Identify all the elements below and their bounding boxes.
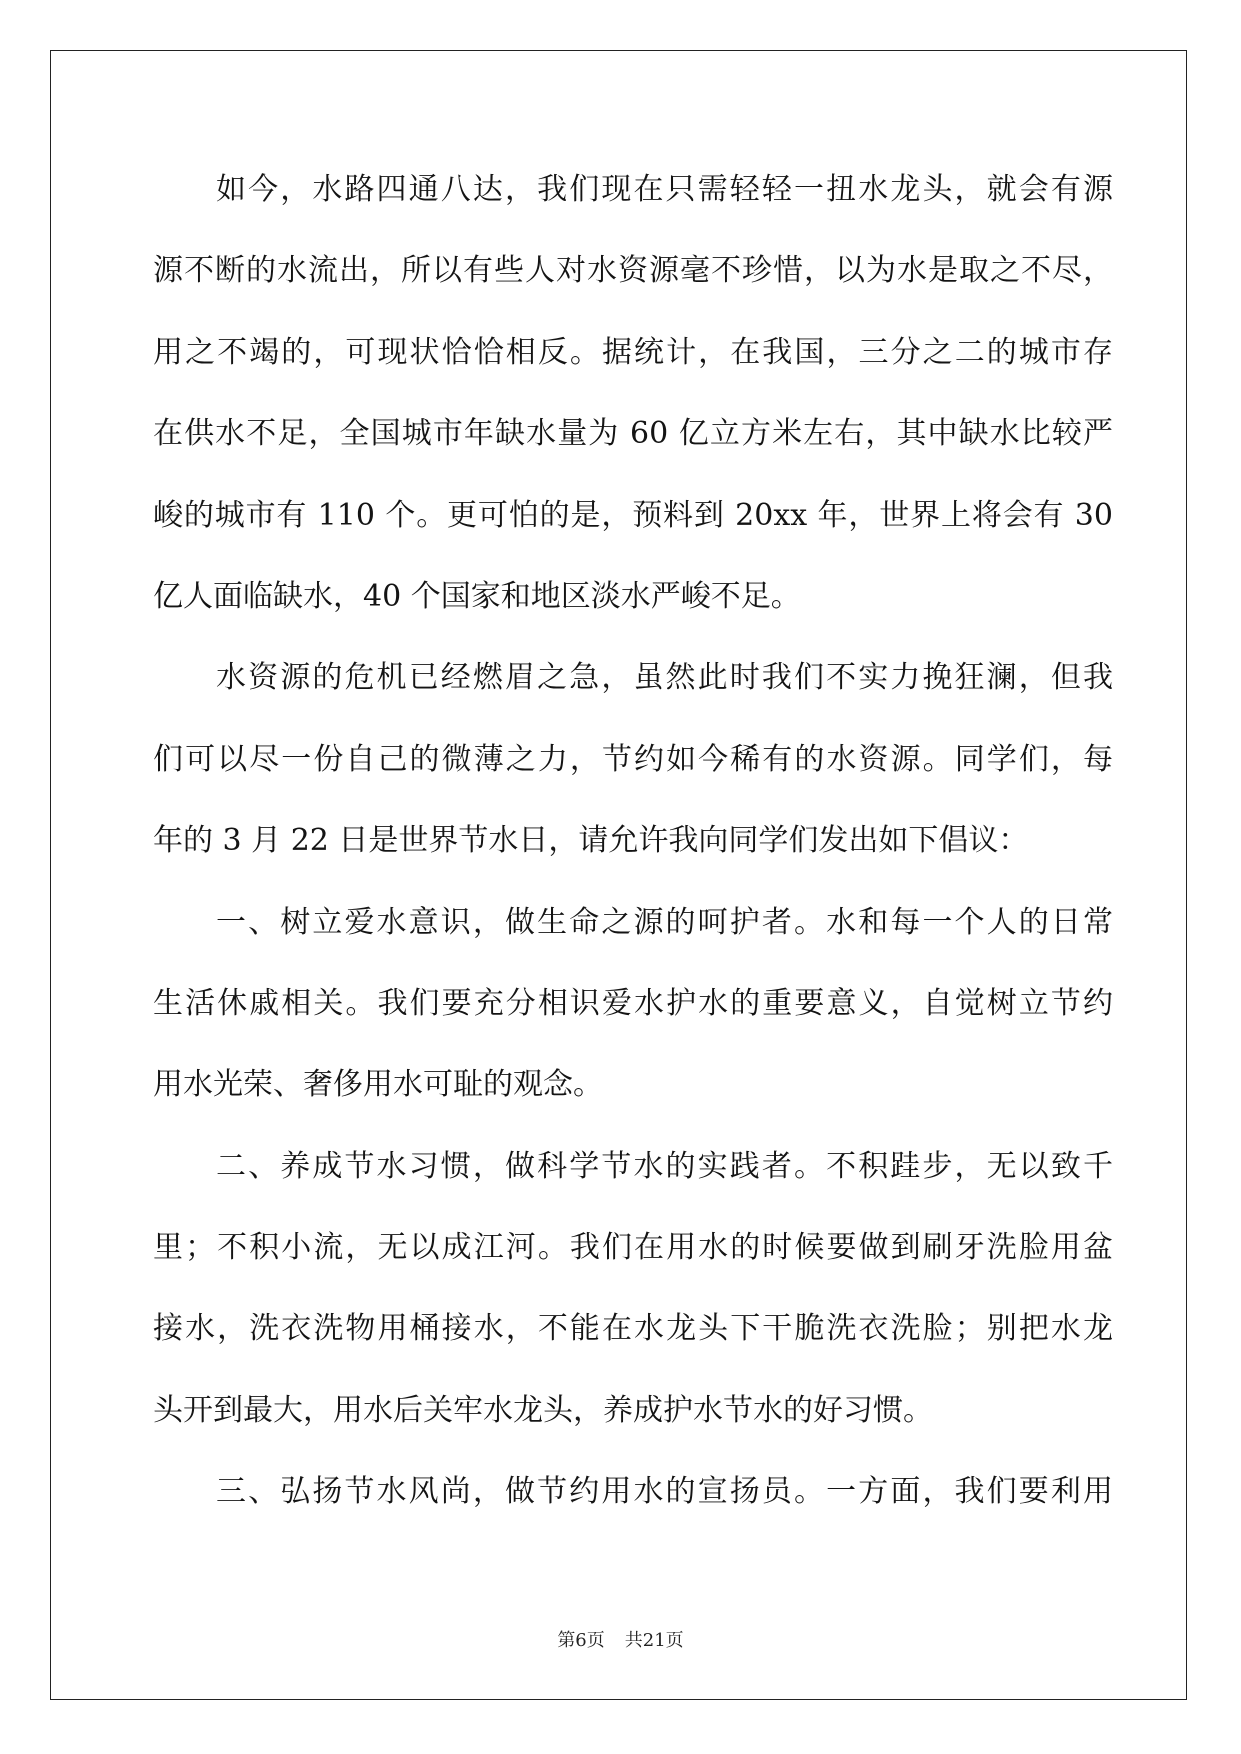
text-line: 用之不竭的，可现状恰恰相反。据统计，在我国，三分之二的城市存 [153, 334, 1113, 370]
page-total: 共21页 [624, 1630, 684, 1651]
text-line: 生活休戚相关。我们要充分相识爱水护水的重要意义，自觉树立节约 [153, 985, 1113, 1021]
text-line: 源不断的水流出，所以有些人对水资源毫不珍惜，以为水是取之不尽， [153, 253, 1113, 289]
paragraph [153, 882, 1113, 1126]
text-line: 在供水不足，全国城市年缺水量为 60 亿立方米左右，其中缺水比较严 [153, 416, 1113, 452]
page-number: 第6页 [557, 1630, 605, 1651]
text-line: 一、树立爱水意识，做生命之源的呵护者。水和每一个人的日常 [216, 904, 1113, 940]
document-body [153, 149, 1113, 1533]
text-line: 头开到最大，用水后关牢水龙头，养成护水节水的好习惯。 [153, 1392, 933, 1428]
paragraph [153, 1126, 1113, 1452]
text-line: 用水光荣、奢侈用水可耻的观念。 [153, 1067, 603, 1103]
text-line: 亿人面临缺水，40 个国家和地区淡水严峻不足。 [153, 578, 801, 614]
paragraph [153, 1451, 1113, 1532]
paragraph [153, 149, 1113, 637]
paragraph [153, 637, 1113, 881]
page-footer [0, 1626, 1241, 1652]
text-line: 们可以尽一份自己的微薄之力，节约如今稀有的水资源。同学们，每 [153, 741, 1113, 777]
text-line: 水资源的危机已经燃眉之急，虽然此时我们不实力挽狂澜，但我 [216, 660, 1113, 696]
text-line: 如今，水路四通八达，我们现在只需轻轻一扭水龙头，就会有源 [216, 172, 1113, 207]
text-line: 年的 3 月 22 日是世界节水日，请允许我向同学们发出如下倡议： [153, 823, 1029, 859]
text-line: 里；不积小流，无以成江河。我们在用水的时候要做到刷牙洗脸用盆 [153, 1230, 1113, 1266]
text-line: 峻的城市有 110 个。更可怕的是，预料到 20xx 年，世界上将会有 30 [153, 497, 1113, 533]
text-line: 二、养成节水习惯，做科学节水的实践者。不积跬步，无以致千 [216, 1148, 1113, 1184]
text-line: 三、弘扬节水风尚，做节约用水的宣扬员。一方面，我们要利用 [216, 1474, 1113, 1510]
text-line: 接水，洗衣洗物用桶接水，不能在水龙头下干脆洗衣洗脸；别把水龙 [153, 1311, 1113, 1347]
